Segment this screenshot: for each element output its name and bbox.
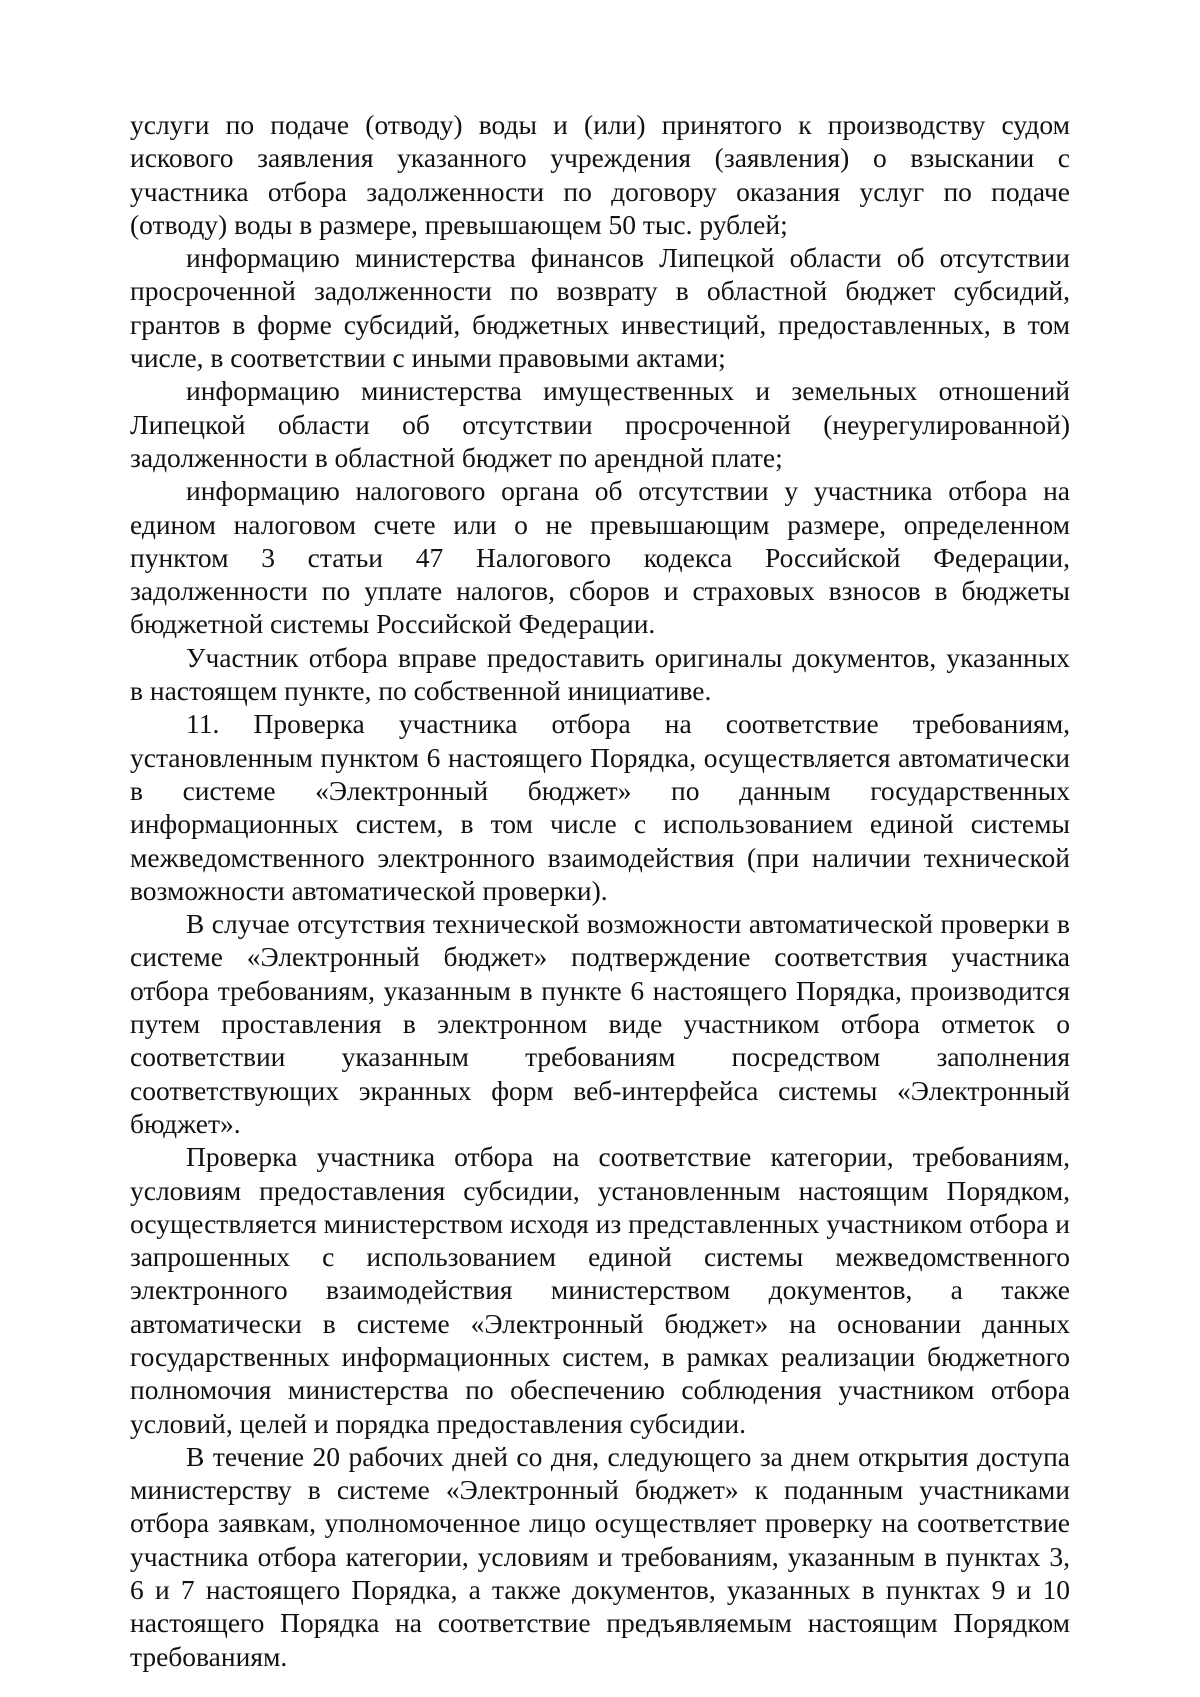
paragraph-tax-authority-info: информацию налогового органа об отсутствии у участника отбора на едином налоговом счете или о не превышающим размере, определенном пунктом 3 статьи 47 Налогового кодекса Российской Федерации, задолженности по уплате налогов, сборов и страховых взносов в бюджеты бюджетной системы Российской Федерации. xyxy=(130,475,1070,640)
paragraph-20-working-days: В течение 20 рабочих дней со дня, следующего за днем открытия доступа министерству в системе «Электронный бюджет» к поданным участниками отбора заявкам, уполномоченное лицо осуществляет проверку на соответствие участника отбора категории, условиям и требованиям, указанным в пунктах 3, 6 и 7 настоящего Порядка, а также документов, указанных в пунктах 9 и 10 настоящего Порядка на соответствие предъявляемым настоящим Порядком требованиям. xyxy=(130,1440,1070,1672)
paragraph-no-technical-possibility: В случае отсутствия технической возможности автоматической проверки в системе «Электронный бюджет» подтверждение соответствия участника отбора требованиям, указанным в пункте 6 настоящего Порядка, производится путем проставления в электронном виде участником отбора отметок о соответствии указанным требованиям посредством заполнения соответствующих экранных форм веб-интерфейса системы «Электронный бюджет». xyxy=(130,908,1070,1139)
paragraph-clause-11: 11. Проверка участника отбора на соответствие требованиям, установленным пунктом 6 настоящего Порядка, осуществляется автоматически в системе «Электронный бюджет» по данным государственных информационных систем, в том числе с использованием единой системы межведомственного электронного взаимодействия (при наличии технической возможности автоматической проверки). xyxy=(130,708,1070,906)
paragraph-ministry-check: Проверка участника отбора на соответствие категории, требованиям, условиям предоставления субсидии, установленным настоящим Порядком, осуществляется министерством исходя из представленных участником отбора и запрошенных с использованием единой системы межведомственного электронного взаимодействия министерством документов, а также автоматически в системе «Электронный бюджет» на основании данных государственных информационных систем, в рамках реализации бюджетного полномочия министерства по обеспечению соблюдения участником отбора условий, целей и порядка предоставления субсидии. xyxy=(130,1141,1070,1439)
paragraph-property-ministry-info: информацию министерства имущественных и земельных отношений Липецкой области об отсутствии просроченной (неурегулированной) задолженности в областной бюджет по арендной плате; xyxy=(130,375,1070,473)
document-page xyxy=(130,108,1070,1673)
paragraph-finance-ministry-info: информацию министерства финансов Липецкой области об отсутствии просроченной задолженности по возврату в областной бюджет субсидий, грантов в форме субсидий, бюджетных инвестиций, предоставленных, в том числе, в соответствии с иными правовыми актами; xyxy=(130,242,1070,374)
paragraph-continuation: услуги по подаче (отводу) воды и (или) принятого к производству судом искового заявления указанного учреждения (заявления) о взыскании с участника отбора задолженности по договору оказания услуг по подаче (отводу) воды в размере, превышающем 50 тыс. рублей; xyxy=(130,109,1070,240)
paragraph-originals-right: Участник отбора вправе предоставить оригиналы документов, указанных в настоящем пункте, по собственной инициативе. xyxy=(130,641,1070,707)
